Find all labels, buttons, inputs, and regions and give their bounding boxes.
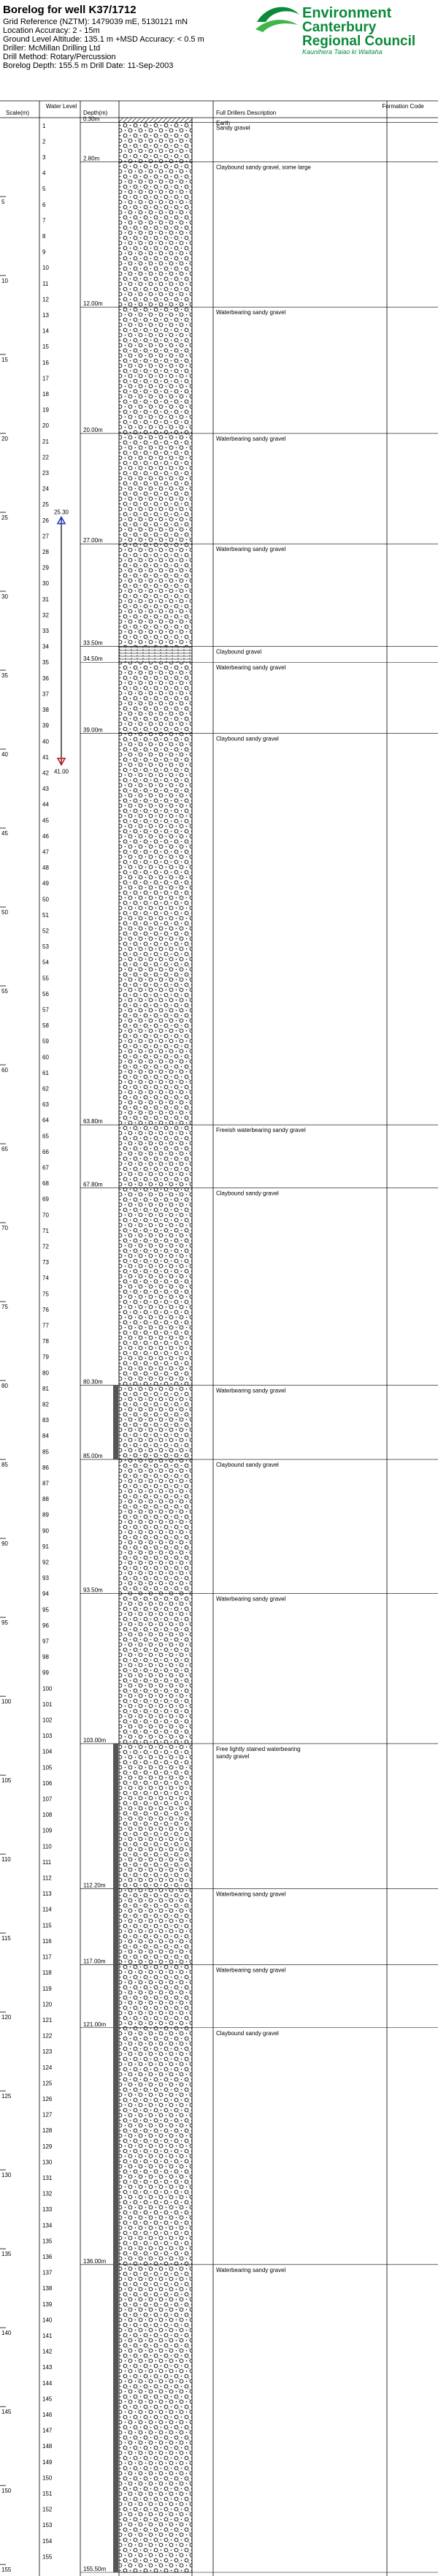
row-number: 125 — [42, 2080, 53, 2087]
row-number: 32 — [42, 612, 49, 619]
depth-row-numbers — [42, 123, 53, 2561]
layer-depth-label: 103.00m — [83, 1736, 107, 1744]
scale-tick-label: 30 — [1, 593, 8, 601]
scale-tick-label: 60 — [1, 1067, 8, 1074]
layer-description: Claybound gravel — [216, 648, 262, 656]
row-number: 132 — [42, 2190, 53, 2197]
layer-description: Waterbearing sandy gravel — [216, 1891, 286, 1898]
row-number: 77 — [42, 1322, 49, 1329]
scale-tick-label: 140 — [1, 2330, 12, 2337]
scale-tick-label: 115 — [1, 1935, 11, 1942]
row-number: 92 — [42, 1559, 49, 1566]
row-number: 41 — [42, 753, 49, 761]
row-number: 116 — [42, 1937, 52, 1945]
header-block — [3, 4, 204, 70]
scale-tick-label: 105 — [1, 1777, 12, 1785]
row-number: 70 — [42, 1212, 49, 1219]
layer-depth-label: 2.80m — [83, 155, 100, 162]
row-number: 85 — [42, 1448, 49, 1456]
row-number: 97 — [42, 1638, 49, 1645]
row-number: 146 — [42, 2411, 53, 2418]
row-number: 2 — [42, 138, 46, 145]
row-number: 67 — [42, 1164, 49, 1171]
col-head-water-level: Water Level — [45, 103, 77, 110]
row-number: 69 — [42, 1196, 49, 1203]
layer-depth-label: 121.00m — [83, 2021, 107, 2028]
col-head-formation: Formation Code — [382, 103, 424, 110]
row-number: 110 — [42, 1843, 52, 1850]
row-number: 36 — [42, 675, 49, 682]
layer-description: Claybound sandy gravel — [216, 2029, 279, 2037]
row-number: 13 — [42, 312, 49, 319]
row-number: 66 — [42, 1148, 49, 1155]
scale-tick-label: 55 — [1, 988, 8, 995]
scale-tick-label: 155 — [1, 2566, 12, 2574]
row-number: 18 — [42, 391, 49, 398]
row-number: 81 — [42, 1385, 49, 1392]
layer-depth-label: 85.00m — [83, 1453, 103, 1460]
row-number: 113 — [42, 1891, 52, 1898]
row-number: 84 — [42, 1432, 49, 1440]
scale-tick-label: 40 — [1, 751, 8, 759]
borelog-depth-and-date: Borelog Depth: 155.5 m Drill Date: 11-Sep-2003 — [3, 61, 174, 70]
row-number: 86 — [42, 1464, 49, 1471]
row-number: 139 — [42, 2300, 53, 2308]
row-number: 91 — [42, 1543, 49, 1550]
row-number: 128 — [42, 2127, 53, 2135]
scale-tick-label: 10 — [1, 278, 8, 285]
water-level-bottom-label: 41.00 — [53, 768, 69, 775]
row-number: 71 — [42, 1227, 49, 1234]
location-accuracy: Location Accuracy: 2 - 15m — [3, 26, 100, 35]
row-number: 12 — [42, 296, 49, 303]
row-number: 29 — [42, 564, 49, 571]
row-number: 109 — [42, 1827, 53, 1834]
scale-tick-label: 85 — [1, 1462, 8, 1469]
row-number: 137 — [42, 2269, 53, 2276]
layer-fill — [119, 162, 192, 307]
row-number: 108 — [42, 1812, 53, 1819]
layer-description: Claybound sandy gravel — [216, 735, 279, 742]
row-number: 39 — [42, 722, 49, 729]
layer-depth-label: 136.00m — [83, 2257, 107, 2265]
water-level-indicator — [54, 509, 69, 775]
row-number: 54 — [42, 959, 49, 966]
row-number: 27 — [42, 533, 49, 540]
layer-description: Earth — [216, 120, 231, 126]
row-number: 153 — [42, 2522, 53, 2529]
layer-depth-label: 39.00m — [83, 726, 103, 734]
row-number: 16 — [42, 359, 49, 366]
row-number: 48 — [42, 865, 49, 872]
col-head-scale: Scale(m) — [6, 110, 30, 116]
well-screens — [113, 1386, 118, 2572]
row-number: 122 — [42, 2032, 53, 2040]
row-number: 100 — [42, 1685, 53, 1692]
row-number: 103 — [42, 1733, 53, 1740]
row-number: 144 — [42, 2379, 53, 2387]
row-number: 40 — [42, 738, 49, 745]
swoosh-logo-icon — [256, 7, 299, 32]
row-number: 26 — [42, 517, 49, 524]
row-number: 105 — [42, 1764, 53, 1771]
water-level-top-label: 25.30 — [53, 509, 69, 516]
row-number: 123 — [42, 2048, 53, 2056]
row-number: 53 — [42, 943, 49, 951]
ground-level-altitude: Ground Level Altitude: 135.1 m +MSD Accuracy: < 0.5 m — [3, 35, 204, 44]
row-number: 37 — [42, 691, 49, 698]
row-number: 3 — [42, 154, 46, 162]
layer-depth-label: 0.30m — [83, 115, 100, 123]
row-number: 82 — [42, 1401, 49, 1408]
row-number: 59 — [42, 1038, 49, 1045]
layer-fill — [119, 1744, 192, 1889]
row-number: 78 — [42, 1338, 49, 1345]
row-number: 5 — [42, 186, 46, 193]
row-number: 90 — [42, 1527, 49, 1535]
row-number: 68 — [42, 1180, 49, 1188]
scale-tick-label: 95 — [1, 1619, 8, 1627]
row-number: 101 — [42, 1701, 53, 1708]
row-number: 135 — [42, 2238, 53, 2245]
row-number: 149 — [42, 2458, 53, 2466]
layer-description: Sandy gravel — [216, 124, 250, 132]
row-number: 88 — [42, 1496, 49, 1503]
layer-fill — [119, 433, 192, 544]
row-number: 57 — [42, 1006, 49, 1014]
row-number: 9 — [42, 248, 46, 256]
layer-fill — [119, 662, 192, 733]
layer-description: Waterbearing sandy gravel — [216, 436, 286, 443]
log-title: Borelog for well K37/1712 — [3, 4, 137, 16]
layer-depth-label: 27.00m — [83, 537, 103, 544]
layer-fill — [119, 1386, 192, 1460]
scale-tick-label: 110 — [1, 1856, 11, 1863]
layer-description: Waterbearing sandy gravel — [216, 1595, 286, 1603]
row-number: 106 — [42, 1779, 53, 1787]
grid-reference: Grid Reference (NZTM): 1479039 mE, 5130121 mN — [3, 18, 188, 26]
row-number: 99 — [42, 1669, 49, 1676]
row-number: 30 — [42, 580, 49, 588]
row-number: 8 — [42, 233, 46, 240]
row-number: 65 — [42, 1133, 49, 1140]
logo-line-environment: Environment — [302, 5, 392, 21]
layer-fill — [119, 2265, 192, 2572]
row-number: 143 — [42, 2364, 53, 2371]
layer-fill — [119, 1964, 192, 2027]
row-number: 83 — [42, 1417, 49, 1424]
layer-description: Waterbearing sandy gravel — [216, 1387, 286, 1394]
row-number: 46 — [42, 832, 49, 840]
scale-tick-label: 65 — [1, 1146, 8, 1153]
row-number: 120 — [42, 2001, 53, 2008]
row-number: 104 — [42, 1748, 53, 1755]
row-number: 151 — [42, 2490, 53, 2497]
scale-tick-label: 35 — [1, 672, 8, 680]
scale-tick-label: 130 — [1, 2172, 12, 2179]
row-number: 23 — [42, 470, 49, 477]
row-number: 129 — [42, 2143, 53, 2150]
row-number: 114 — [42, 1906, 52, 1913]
layer-depth-label: 33.50m — [83, 639, 103, 647]
layer-fill — [119, 1594, 192, 1744]
row-number: 96 — [42, 1622, 49, 1629]
row-number: 154 — [42, 2537, 53, 2545]
row-number: 4 — [42, 170, 46, 177]
layer-depth-label: 112.20m — [83, 1882, 106, 1889]
layer-depth-label: 34.50m — [83, 656, 103, 663]
row-number: 138 — [42, 2285, 53, 2292]
row-number: 133 — [42, 2206, 53, 2214]
layer-fill — [119, 118, 192, 122]
row-number: 22 — [42, 454, 49, 461]
row-number: 89 — [42, 1511, 49, 1519]
row-number: 7 — [42, 217, 46, 224]
layer-fill — [119, 647, 192, 663]
log-frame — [0, 101, 438, 2576]
row-number: 121 — [42, 2016, 53, 2024]
layer-depth-label: 80.30m — [83, 1378, 103, 1386]
layer-fill — [119, 2028, 192, 2265]
driller: Driller: McMillan Drilling Ltd — [3, 44, 101, 53]
row-number: 118 — [42, 1969, 52, 1977]
row-number: 55 — [42, 975, 49, 982]
row-number: 21 — [42, 438, 49, 445]
row-number: 76 — [42, 1306, 49, 1313]
row-number: 44 — [42, 801, 49, 808]
layer-description: Free lightly stained waterbearing sandy gravel — [216, 1745, 301, 1760]
lithology-column — [80, 115, 438, 2572]
layer-fill — [119, 544, 192, 646]
layer-fill — [119, 1188, 192, 1386]
row-number: 93 — [42, 1575, 49, 1582]
row-number: 49 — [42, 880, 49, 887]
row-number: 98 — [42, 1654, 49, 1661]
row-number: 63 — [42, 1101, 49, 1109]
row-number: 147 — [42, 2427, 53, 2434]
row-number: 115 — [42, 1922, 52, 1929]
scale-tick-label: 125 — [1, 2093, 12, 2100]
layer-fill — [119, 733, 192, 1125]
row-number: 33 — [42, 628, 49, 635]
row-number: 47 — [42, 848, 49, 856]
scale-tick-label: 120 — [1, 2014, 12, 2021]
row-number: 75 — [42, 1291, 49, 1298]
row-number: 140 — [42, 2317, 53, 2324]
scale-tick-label: 80 — [1, 1383, 8, 1390]
layer-depth-label: 63.80m — [83, 1118, 103, 1125]
row-number: 19 — [42, 406, 49, 414]
row-number: 15 — [42, 343, 49, 351]
row-number: 145 — [42, 2395, 53, 2403]
layer-fill — [119, 122, 192, 162]
row-number: 64 — [42, 1117, 49, 1124]
row-number: 141 — [42, 2332, 53, 2339]
row-number: 87 — [42, 1480, 49, 1487]
row-number: 51 — [42, 911, 49, 919]
row-number: 10 — [42, 265, 49, 272]
logo-line-maori: Kaunihera Taiao ki Waitaha — [302, 48, 383, 56]
row-number: 42 — [42, 770, 49, 777]
row-number: 38 — [42, 707, 49, 714]
scale-tick-label: 70 — [1, 1225, 8, 1232]
scale-tick-label: 50 — [1, 909, 8, 916]
scale-tick-label: 45 — [1, 830, 8, 837]
depth-scale — [0, 197, 12, 2573]
drill-method: Drill Method: Rotary/Percussion — [3, 53, 116, 61]
row-number: 134 — [42, 2222, 53, 2229]
row-number: 80 — [42, 1369, 49, 1377]
scale-tick-label: 5 — [1, 199, 5, 206]
row-number: 79 — [42, 1353, 49, 1361]
row-number: 35 — [42, 659, 49, 666]
layer-depth-label: 67.80m — [83, 1181, 103, 1188]
layer-description: Freeish waterbearing sandy gravel — [216, 1127, 306, 1134]
row-number: 111 — [42, 1858, 52, 1866]
layer-description: Claybound sandy gravel — [216, 1190, 279, 1197]
row-number: 150 — [42, 2474, 53, 2482]
row-number: 107 — [42, 1796, 53, 1803]
scale-tick-label: 145 — [1, 2409, 12, 2416]
layer-description: Claybound sandy gravel — [216, 1462, 279, 1469]
layer-fill — [119, 1459, 192, 1594]
row-number: 148 — [42, 2443, 53, 2450]
layer-description: Waterbearing sandy gravel — [216, 664, 286, 672]
layer-description: Waterbearing sandy gravel — [216, 1967, 286, 1974]
row-number: 124 — [42, 2064, 53, 2071]
layer-fill — [119, 307, 192, 433]
row-number: 74 — [42, 1274, 49, 1282]
scale-tick-label: 15 — [1, 357, 8, 364]
row-number: 14 — [42, 327, 49, 335]
row-number: 126 — [42, 2095, 53, 2102]
row-number: 25 — [42, 501, 49, 509]
row-number: 52 — [42, 927, 49, 935]
row-number: 45 — [42, 817, 49, 824]
layer-fill — [119, 1125, 192, 1188]
scale-tick-label: 20 — [1, 436, 8, 443]
scale-tick-label: 90 — [1, 1540, 8, 1548]
logo-line-regional-council: Regional Council — [302, 34, 416, 49]
row-number: 20 — [42, 422, 49, 430]
row-number: 56 — [42, 990, 49, 998]
layer-fill — [119, 1889, 192, 1965]
row-number: 152 — [42, 2506, 53, 2513]
layer-depth-label: 155.50m — [83, 2566, 107, 2572]
layer-depth-label: 12.00m — [83, 300, 103, 308]
ecan-logo — [256, 5, 415, 56]
row-number: 136 — [42, 2253, 53, 2260]
row-number: 102 — [42, 1717, 53, 1724]
row-number: 95 — [42, 1606, 49, 1614]
column-headers — [6, 103, 424, 116]
layer-description: Waterbearing sandy gravel — [216, 309, 286, 316]
row-number: 119 — [42, 1985, 52, 1992]
layer-description: Waterbearing sandy gravel — [216, 546, 286, 553]
row-number: 34 — [42, 643, 49, 650]
scale-tick-label: 25 — [1, 514, 8, 522]
row-number: 131 — [42, 2174, 53, 2181]
row-number: 155 — [42, 2553, 53, 2561]
logo-line-canterbury: Canterbury — [302, 20, 377, 35]
row-number: 94 — [42, 1590, 49, 1597]
layer-depth-label: 20.00m — [83, 427, 103, 434]
row-number: 43 — [42, 786, 49, 793]
row-number: 130 — [42, 2159, 53, 2166]
row-number: 11 — [42, 280, 49, 287]
row-number: 24 — [42, 485, 49, 493]
layer-description: Waterbearing sandy gravel — [216, 2266, 286, 2273]
layer-depth-label: 93.50m — [83, 1587, 103, 1594]
col-head-depth: Depth(m) — [83, 110, 108, 116]
row-number: 61 — [42, 1069, 49, 1076]
scale-tick-label: 75 — [1, 1304, 8, 1311]
screen-interval — [113, 1744, 118, 2572]
col-head-description: Full Drillers Description — [216, 110, 277, 116]
row-number: 1 — [42, 122, 46, 129]
row-number: 142 — [42, 2348, 53, 2355]
screen-interval — [113, 1386, 118, 1460]
row-number: 6 — [42, 201, 46, 208]
row-number: 73 — [42, 1259, 49, 1266]
row-number: 72 — [42, 1243, 49, 1250]
row-number: 60 — [42, 1054, 49, 1061]
scale-tick-label: 100 — [1, 1698, 12, 1706]
row-number: 17 — [42, 375, 49, 382]
row-number: 31 — [42, 596, 49, 603]
row-number: 127 — [42, 2111, 53, 2119]
scale-tick-label: 135 — [1, 2251, 12, 2258]
row-number: 112 — [42, 1874, 52, 1882]
row-number: 50 — [42, 896, 49, 903]
row-number: 62 — [42, 1085, 49, 1093]
scale-tick-label: 150 — [1, 2488, 12, 2495]
layer-depth-label: 117.00m — [83, 1958, 106, 1965]
row-number: 117 — [42, 1953, 52, 1961]
row-number: 28 — [42, 549, 49, 556]
layer-description: Claybound sandy gravel, some large — [216, 164, 311, 171]
row-number: 58 — [42, 1022, 49, 1030]
